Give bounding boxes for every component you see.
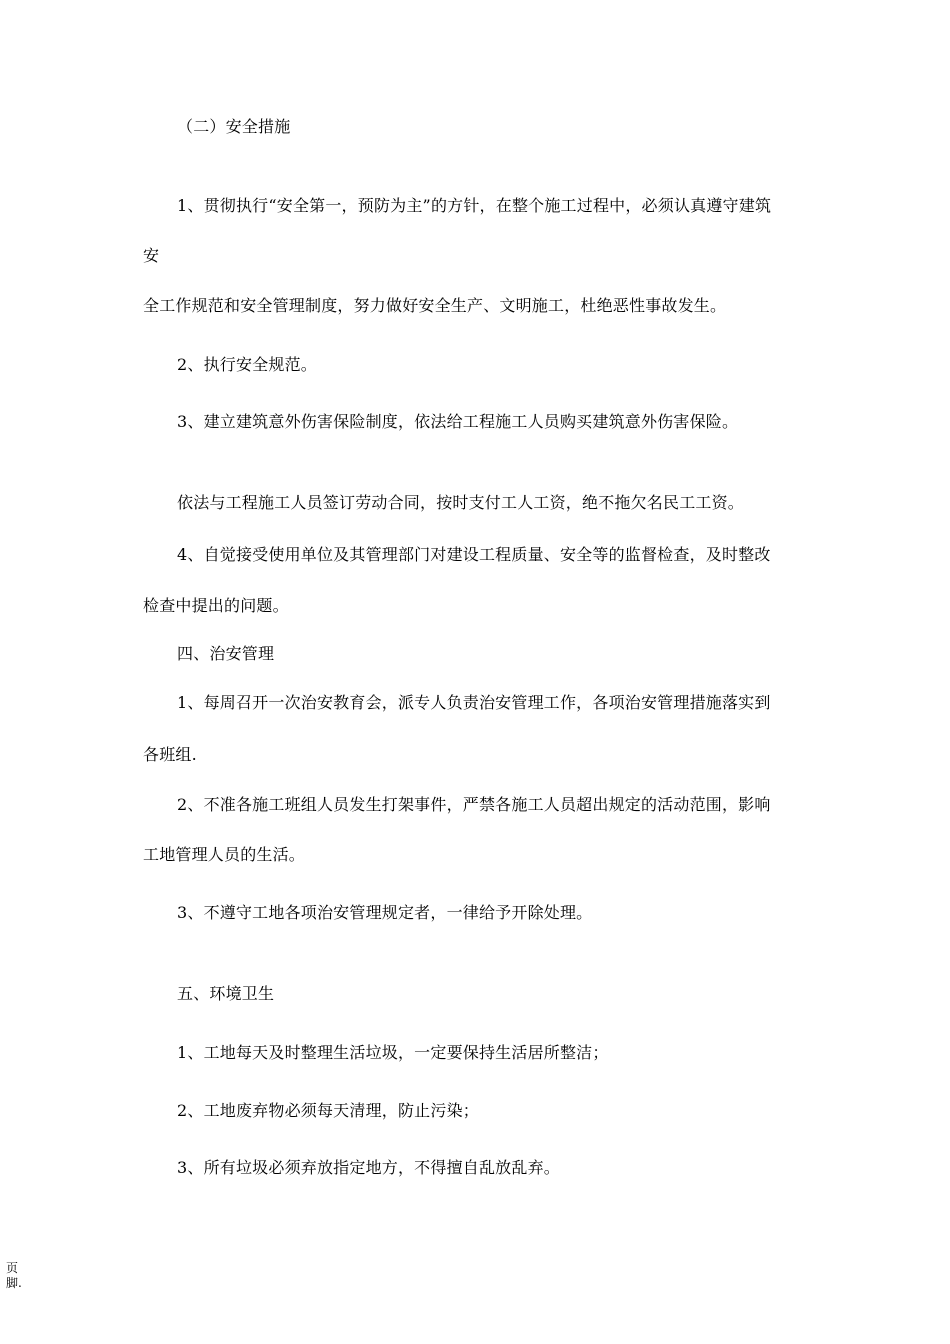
page-footer-line-2: 脚.: [6, 1276, 22, 1290]
paragraph-line: 3、所有垃圾必须弃放指定地方，不得擅自乱放乱弃。: [177, 1158, 560, 1177]
paragraph-line: 4、自觉接受使用单位及其管理部门对建设工程质量、安全等的监督检查，及时整改: [177, 545, 771, 564]
section-heading-public-security: 四、治安管理: [177, 644, 275, 663]
paragraph-line: 3、不遵守工地各项治安管理规定者，一律给予开除处理。: [177, 903, 593, 922]
paragraph-line: 2、不准各施工班组人员发生打架事件，严禁各施工人员超出规定的活动范围，影响: [177, 795, 771, 814]
paragraph-line: 2、工地废弃物必须每天清理，防止污染；: [177, 1101, 479, 1120]
paragraph-line: 各班组.: [143, 745, 197, 764]
paragraph-line: 3、建立建筑意外伤害保险制度，依法给工程施工人员购买建筑意外伤害保险。: [177, 412, 739, 431]
paragraph-line: 1、每周召开一次治安教育会，派专人负责治安管理工作，各项治安管理措施落实到: [177, 693, 771, 712]
paragraph-line: 2、执行安全规范。: [177, 355, 317, 374]
paragraph-line: 依法与工程施工人员签订劳动合同，按时支付工人工资，绝不拖欠名民工工资。: [177, 493, 745, 512]
section-heading-safety-measures: （二）安全措施: [177, 117, 291, 136]
paragraph-line: 工地管理人员的生活。: [143, 845, 306, 864]
paragraph-line: 1、工地每天及时整理生活垃圾，一定要保持生活居所整洁；: [177, 1043, 609, 1062]
paragraph-line: 1、贯彻执行“安全第一，预防为主”的方针，在整个施工过程中，必须认真遵守建筑: [177, 196, 772, 215]
paragraph-line: 全工作规范和安全管理制度，努力做好安全生产、文明施工，杜绝恶性事故发生。: [143, 296, 727, 315]
page-footer-line-1: 页: [6, 1261, 19, 1275]
paragraph-line: 安: [143, 246, 160, 265]
section-heading-environment: 五、环境卫生: [177, 984, 275, 1003]
paragraph-line: 检查中提出的问题。: [143, 596, 289, 615]
